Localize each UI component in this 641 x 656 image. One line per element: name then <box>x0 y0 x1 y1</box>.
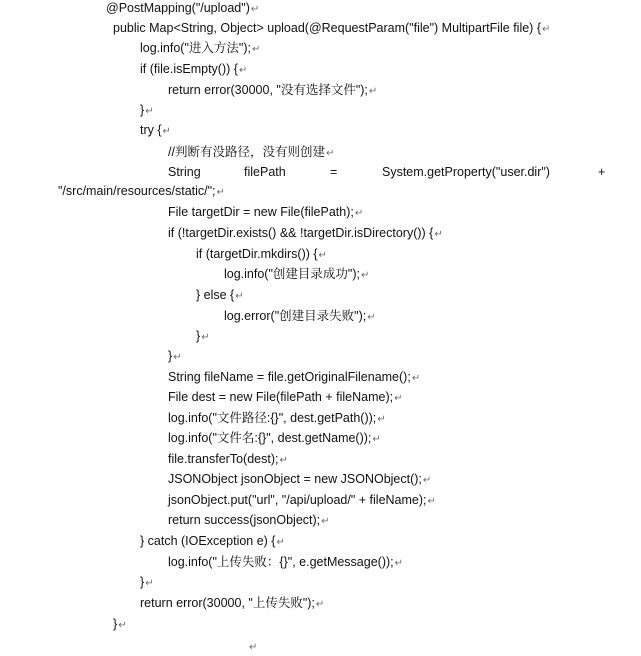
code-token: System.getProperty("user.dir") <box>382 165 550 179</box>
code-text: JSONObject jsonObject = new JSONObject(); <box>168 472 422 486</box>
code-line <box>196 246 327 262</box>
paragraph-mark-icon: ↵ <box>173 352 182 363</box>
code-line <box>168 430 381 446</box>
code-line <box>140 40 260 56</box>
paragraph-mark-icon: ↵ <box>377 414 386 425</box>
code-text: log.info("文件名:{}", dest.getName()); <box>168 431 372 445</box>
code-line <box>248 638 257 654</box>
paragraph-mark-icon: ↵ <box>411 373 421 384</box>
code-text: } <box>168 349 173 363</box>
code-line <box>113 20 550 36</box>
paragraph-mark-icon: ↵ <box>325 148 335 159</box>
paragraph-mark-icon: ↵ <box>276 537 285 548</box>
code-text: if (file.isEmpty()) { <box>140 62 238 76</box>
code-text: @PostMapping("/upload") <box>106 1 250 15</box>
paragraph-mark-icon: ↵ <box>250 4 260 15</box>
code-token: = <box>330 165 338 179</box>
code-line <box>140 61 247 77</box>
code-text: } <box>113 617 118 631</box>
paragraph-mark-icon: ↵ <box>315 599 325 610</box>
code-line <box>140 122 171 138</box>
code-line <box>140 102 154 118</box>
paragraph-mark-icon: ↵ <box>367 312 376 323</box>
code-text: if (targetDir.mkdirs()) { <box>196 247 318 261</box>
code-text: //判断有没路径，没有则创建 <box>168 145 325 159</box>
paragraph-mark-icon: ↵ <box>434 229 443 240</box>
code-text: log.info("上传失败：{}", e.getMessage()); <box>168 555 394 569</box>
code-text: log.error("创建目录失败"); <box>224 309 367 323</box>
paragraph-mark-icon: ↵ <box>249 642 258 653</box>
code-text: } <box>196 329 201 343</box>
code-line <box>168 492 436 508</box>
code-text: File targetDir = new File(filePath); <box>168 205 354 219</box>
code-token: String <box>168 165 201 179</box>
paragraph-mark-icon: ↵ <box>368 86 378 97</box>
paragraph-mark-icon: ↵ <box>394 558 404 569</box>
paragraph-mark-icon: ↵ <box>427 496 436 507</box>
code-text: File dest = new File(filePath + fileName); <box>168 390 394 404</box>
code-text: } <box>140 575 145 589</box>
code-text: return error(30000, "上传失败"); <box>140 596 315 610</box>
code-line <box>168 451 288 467</box>
code-line <box>140 533 285 549</box>
code-line <box>168 471 431 487</box>
code-text: } catch (IOException e) { <box>140 534 276 548</box>
code-line <box>168 554 403 570</box>
paragraph-mark-icon: ↵ <box>542 24 551 35</box>
code-token: filePath <box>244 165 286 179</box>
paragraph-mark-icon: ↵ <box>145 106 154 117</box>
code-text: jsonObject.put("url", "/api/upload/" + fileName); <box>168 493 427 507</box>
code-text: String fileName = file.getOriginalFilename(); <box>168 370 411 384</box>
paragraph-mark-icon: ↵ <box>238 65 248 76</box>
code-text: } else { <box>196 288 235 302</box>
code-line <box>168 204 363 220</box>
code-line <box>168 369 420 385</box>
paragraph-mark-icon: ↵ <box>318 250 327 261</box>
paragraph-mark-icon: ↵ <box>279 455 288 466</box>
paragraph-mark-icon: ↵ <box>216 187 225 198</box>
paragraph-mark-icon: ↵ <box>162 126 171 137</box>
paragraph-mark-icon: ↵ <box>201 332 210 343</box>
code-line <box>140 595 324 611</box>
code-line <box>58 183 225 199</box>
code-text: } <box>140 103 145 117</box>
code-line <box>168 348 182 364</box>
code-line <box>196 287 244 303</box>
code-text: log.info("创建目录成功"); <box>224 267 360 281</box>
code-line <box>168 410 386 426</box>
code-line <box>168 389 402 405</box>
paragraph-mark-icon: ↵ <box>251 44 261 55</box>
code-line <box>113 616 127 632</box>
code-line <box>140 574 154 590</box>
paragraph-mark-icon: ↵ <box>354 208 364 219</box>
code-text: file.transferTo(dest); <box>168 452 279 466</box>
code-line <box>224 308 376 324</box>
code-line <box>224 266 369 282</box>
code-line <box>196 328 210 344</box>
code-text: log.info("文件路径:{}", dest.getPath()); <box>168 411 377 425</box>
code-text: try { <box>140 123 162 137</box>
code-line <box>168 82 377 98</box>
code-text: return success(jsonObject); <box>168 513 321 527</box>
paragraph-mark-icon: ↵ <box>235 291 244 302</box>
paragraph-mark-icon: ↵ <box>360 270 370 281</box>
code-text: public Map<String, Object> upload(@RequestParam("file") MultipartFile file) { <box>113 21 541 35</box>
paragraph-mark-icon: ↵ <box>118 620 127 631</box>
paragraph-mark-icon: ↵ <box>394 393 403 404</box>
code-line <box>168 512 330 528</box>
code-text: return error(30000, "没有选择文件"); <box>168 83 368 97</box>
paragraph-mark-icon: ↵ <box>145 578 154 589</box>
code-line <box>168 144 334 160</box>
code-token: + <box>598 165 606 179</box>
paragraph-mark-icon: ↵ <box>422 475 432 486</box>
code-line <box>168 225 443 241</box>
code-text: log.info("进入方法"); <box>140 41 251 55</box>
code-text: "/src/main/resources/static/"; <box>58 184 216 198</box>
paragraph-mark-icon: ↵ <box>372 434 381 445</box>
paragraph-mark-icon: ↵ <box>321 516 330 527</box>
code-text: if (!targetDir.exists() && !targetDir.isDirectory()) { <box>168 226 434 240</box>
code-line <box>106 0 259 16</box>
